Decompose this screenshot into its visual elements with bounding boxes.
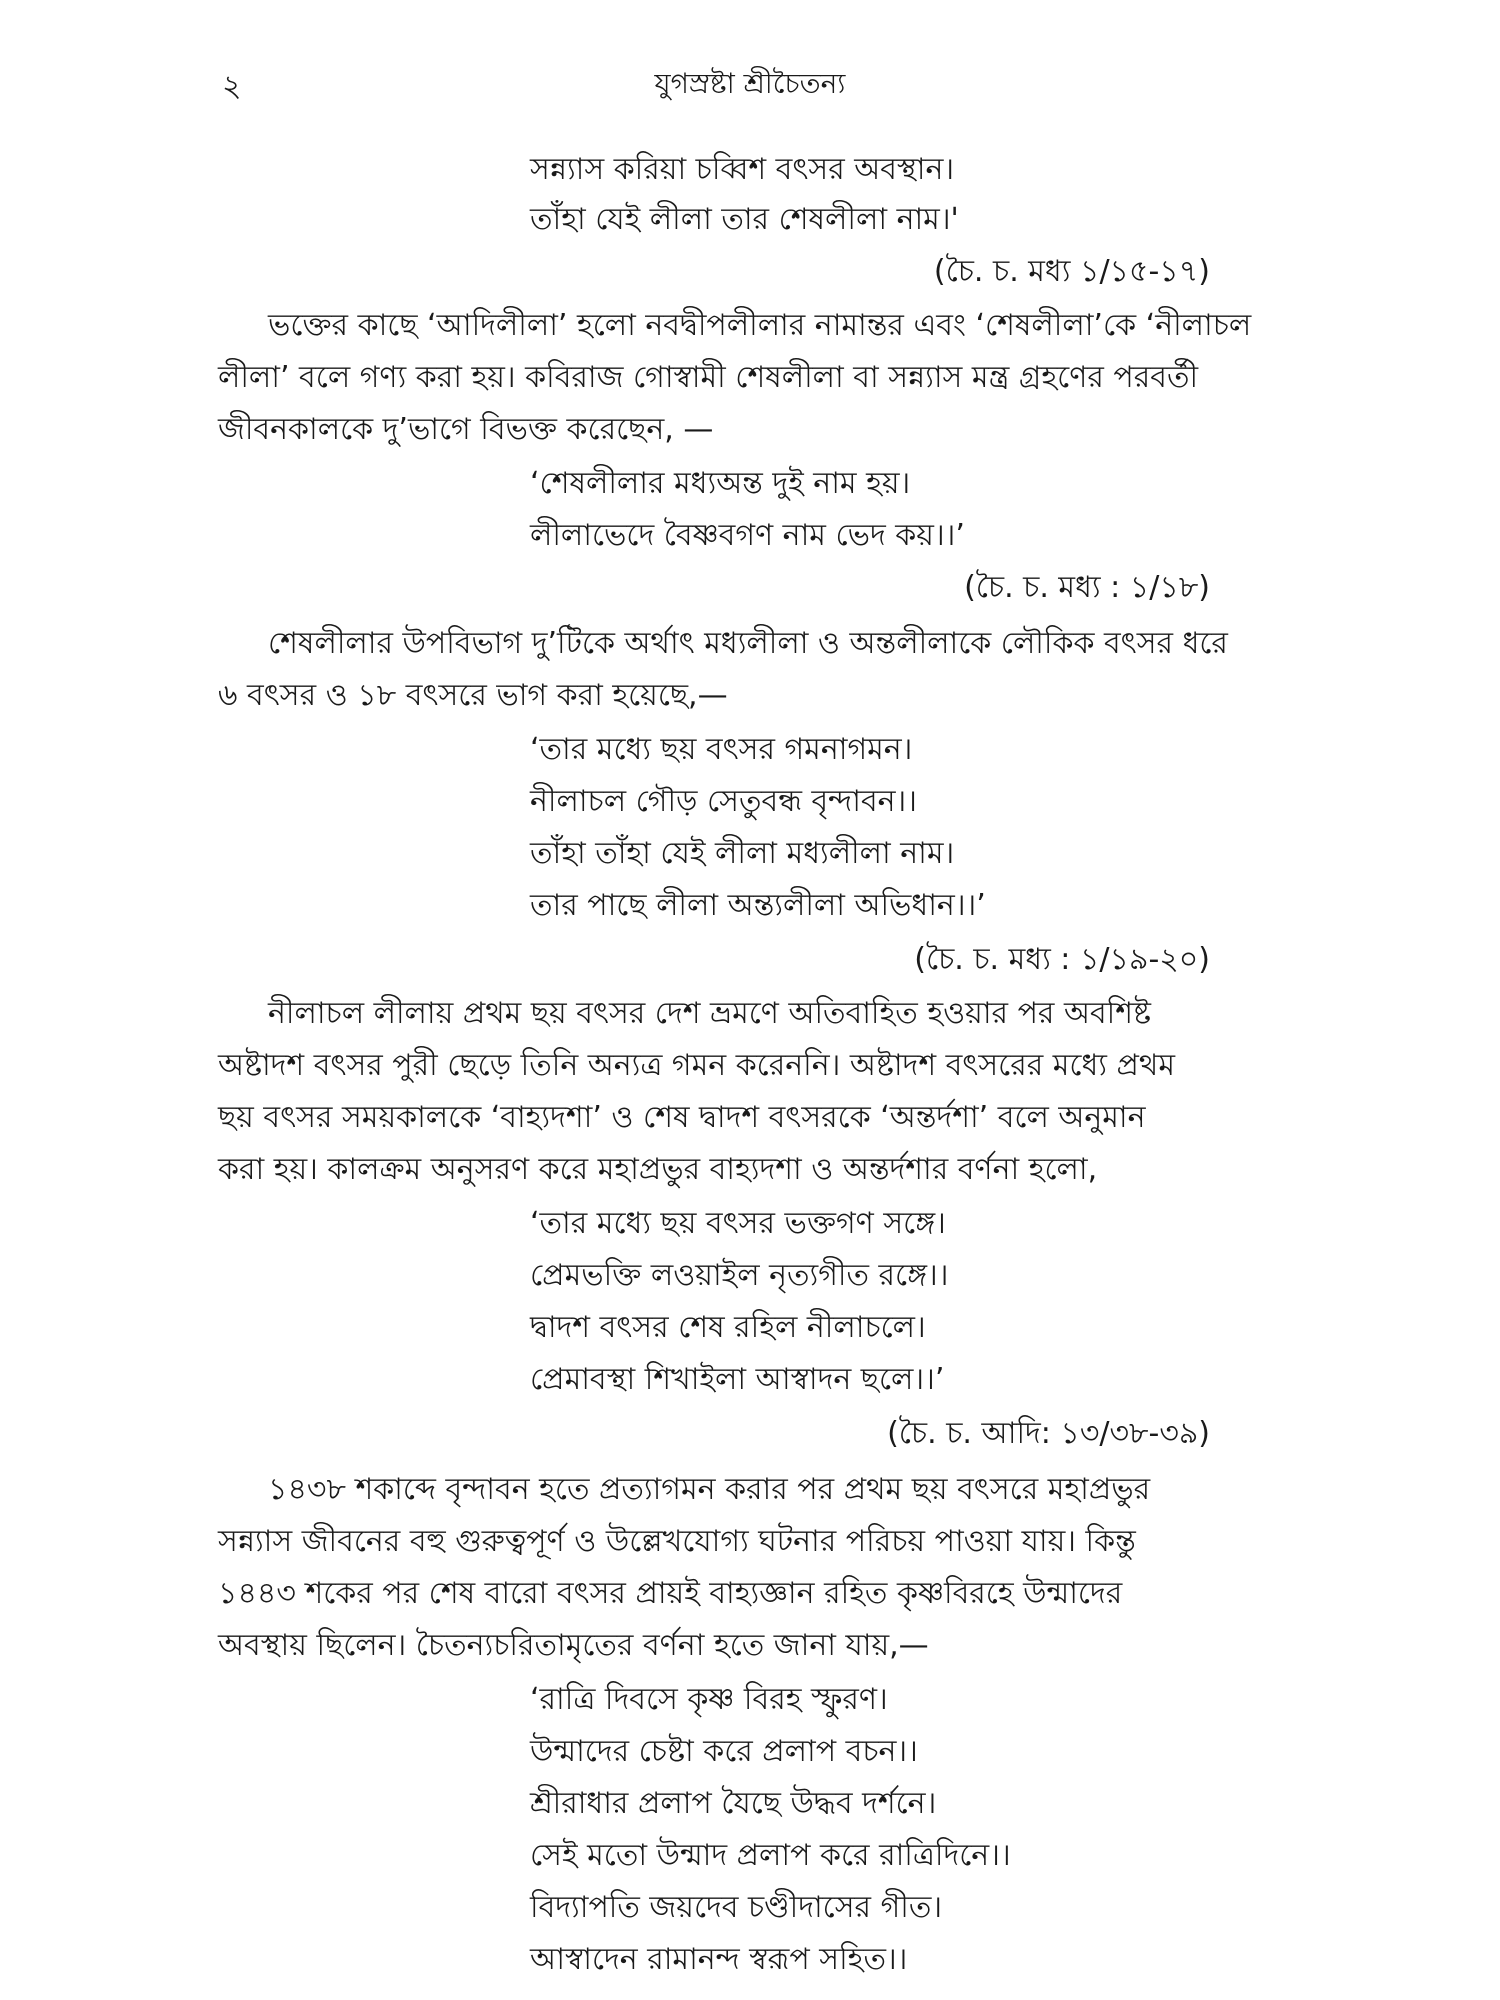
citation: (চৈ. চ. মধ্য : ১/১৮) (964, 570, 1210, 605)
verse-line: শ্রীরাধার প্রলাপ যৈছে উদ্ধব দর্শনে। (530, 1786, 937, 1821)
verse-line: নীলাচল গৌড় সেতুবন্ধ বৃন্দাবন।। (530, 784, 918, 819)
paragraph-line: নীলাচল লীলায় প্রথম ছয় বৎসর দেশ ভ্রমণে অতিবাহিত হওয়ার পর অবশিষ্ট (268, 996, 1151, 1031)
paragraph-line: ১৪৪৩ শকের পর শেষ বারো বৎসর প্রায়ই বাহ্যজ্ঞান রহিত কৃষ্ণবিরহে উন্মাদের (218, 1576, 1123, 1611)
paragraph-line: ছয় বৎসর সময়কালকে ‘বাহ্যদশা’ ও শেষ দ্বাদশ বৎসরকে ‘অন্তর্দশা’ বলে অনুমান (218, 1100, 1146, 1135)
page-number: ২ (222, 69, 242, 104)
paragraph-line: জীবনকালকে দু’ভাগে বিভক্ত করেছেন, — (218, 412, 714, 447)
verse-line: প্রেমভক্তি লওয়াইল নৃত্যগীত রঙ্গে।। (530, 1258, 949, 1293)
verse-line: লীলাভেদে বৈষ্ণবগণ নাম ভেদ কয়।।’ (530, 518, 965, 553)
verse-line: প্রেমাবস্থা শিখাইলা আস্বাদন ছলে।।’ (530, 1362, 945, 1397)
verse-line: ‘শেষলীলার মধ্যঅন্ত দুই নাম হয়। (530, 466, 911, 501)
paragraph-line: শেষলীলার উপবিভাগ দু’টিকে অর্থাৎ মধ্যলীলা ও অন্তলীলাকে লৌকিক বৎসর ধরে (268, 626, 1228, 661)
paragraph-line: অষ্টাদশ বৎসর পুরী ছেড়ে তিনি অন্যত্র গমন করেননি। অষ্টাদশ বৎসরের মধ্যে প্রথম (218, 1048, 1175, 1083)
verse-line: দ্বাদশ বৎসর শেষ রহিল নীলাচলে। (530, 1310, 926, 1345)
paragraph-line: ভক্তের কাছে ‘আদিলীলা’ হলো নবদ্বীপলীলার নামান্তর এবং ‘শেষলীলা’কে ‘নীলাচল (268, 308, 1252, 343)
paragraph-line: অবস্থায় ছিলেন। চৈতন্যচরিতামৃতের বর্ণনা হতে জানা যায়,— (218, 1628, 929, 1663)
running-title: যুগস্রষ্টা শ্রীচৈতন্য (654, 67, 846, 100)
paragraph-line: লীলা’ বলে গণ্য করা হয়। কবিরাজ গোস্বামী শেষলীলা বা সন্ন্যাস মন্ত্র গ্রহণের পরবর্তী (218, 360, 1199, 395)
verse-line: ‘রাত্রি দিবসে কৃষ্ণ বিরহ স্ফুরণ। (530, 1682, 888, 1717)
verse-line: তাঁহা যেই লীলা তার শেষলীলা নাম।' (530, 202, 959, 237)
citation: (চৈ. চ. আদি: ১৩/৩৮-৩৯) (887, 1416, 1210, 1451)
verse-line: উন্মাদের চেষ্টা করে প্রলাপ বচন।। (530, 1734, 918, 1769)
verse-line: তার পাছে লীলা অন্ত্যলীলা অভিধান।।’ (530, 888, 986, 923)
paragraph-line: করা হয়। কালক্রম অনুসরণ করে মহাপ্রভুর বাহ্যদশা ও অন্তর্দশার বর্ণনা হলো, (218, 1152, 1098, 1187)
verse-line: সন্ন্যাস করিয়া চব্বিশ বৎসর অবস্থান। (530, 152, 955, 187)
verse-line: ‘তার মধ্যে ছয় বৎসর গমনাগমন। (530, 732, 913, 767)
verse-line: বিদ্যাপতি জয়দেব চণ্ডীদাসের গীত। (530, 1890, 943, 1925)
verse-line: তাঁহা তাঁহা যেই লীলা মধ্যলীলা নাম। (530, 836, 955, 871)
verse-line: আস্বাদেন রামানন্দ স্বরূপ সহিত।। (530, 1942, 908, 1977)
verse-line: সেই মতো উন্মাদ প্রলাপ করে রাত্রিদিনে।। (530, 1838, 1011, 1873)
page-header (0, 62, 1500, 102)
paragraph-line: সন্ন্যাস জীবনের বহু গুরুত্বপূর্ণ ও উল্লেখযোগ্য ঘটনার পরিচয় পাওয়া যায়। কিন্তু (218, 1524, 1136, 1559)
citation: (চৈ. চ. মধ্য ১/১৫-১৭) (933, 254, 1210, 289)
citation: (চৈ. চ. মধ্য : ১/১৯-২০) (914, 942, 1210, 977)
verse-line: ‘তার মধ্যে ছয় বৎসর ভক্তগণ সঙ্গে। (530, 1206, 946, 1241)
paragraph-line: ৬ বৎসর ও ১৮ বৎসরে ভাগ করা হয়েছে,— (218, 678, 728, 713)
paragraph-line: ১৪৩৮ শকাব্দে বৃন্দাবন হতে প্রত্যাগমন করার পর প্রথম ছয় বৎসরে মহাপ্রভুর (268, 1472, 1151, 1507)
